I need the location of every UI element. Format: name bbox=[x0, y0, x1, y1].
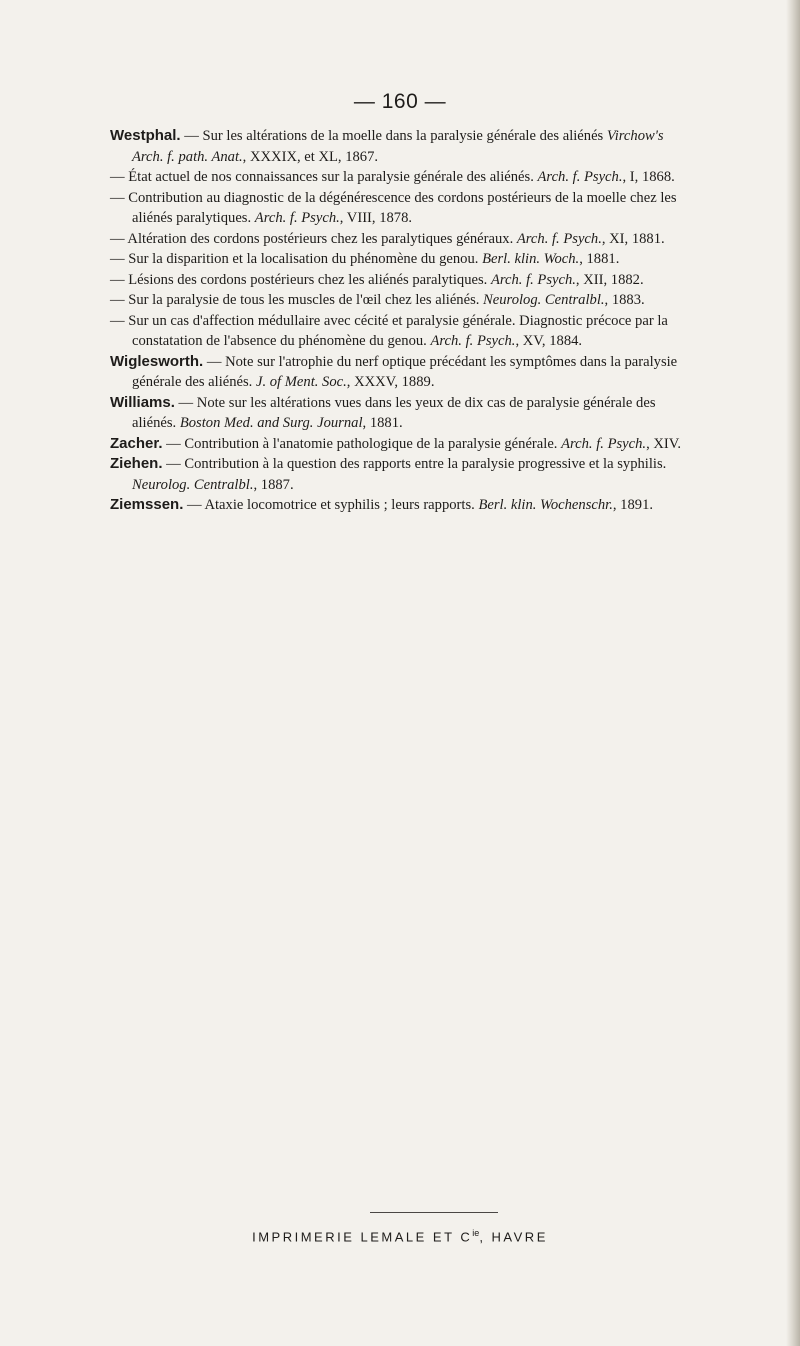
entry-volume-year: , 1887. bbox=[253, 476, 294, 493]
entry-author: Zacher. bbox=[110, 434, 163, 452]
bibliography-entry bbox=[110, 126, 690, 167]
entry-volume-year: , XV, 1884. bbox=[515, 333, 583, 349]
entry-title: — Altération des cordons postérieurs chez les paralytiques généraux. bbox=[110, 230, 517, 247]
entry-source: J. of Ment. Soc. bbox=[255, 374, 347, 390]
page-number: — 160 — bbox=[353, 90, 447, 113]
page-edge bbox=[786, 0, 800, 1346]
entry-volume-year: , VIII, 1878. bbox=[339, 210, 413, 226]
entry-author: Ziemssen. bbox=[110, 496, 184, 513]
entry-title: — Sur la disparition et la localisation du phénomène du genou. bbox=[110, 251, 483, 267]
entry-title: — Sur les altérations de la moelle dans la paralysie générale des aliénés bbox=[180, 128, 607, 144]
entry-title: — Contribution au diagnostic de la dégénérescence des cordons postérieurs de la moelle chez les aliénés paralytiques. bbox=[110, 189, 677, 226]
entry-source: Arch. f. Psych. bbox=[561, 435, 647, 452]
entry-source: Neurolog. Centralbl. bbox=[132, 476, 254, 493]
entry-source: Virchow's Arch. f. path. Anat. bbox=[132, 128, 664, 165]
entry-author: Wiglesworth. bbox=[110, 352, 204, 370]
bibliography-entry bbox=[110, 434, 690, 455]
entry-source: Berl. klin. Woch. bbox=[482, 251, 580, 267]
entry-title: — Sur un cas d'affection médullaire avec cécité et paralysie générale. Diagnostic précoce par la constatation de l'absence du phénomène du genou. bbox=[110, 312, 668, 349]
entry-volume-year: , 1883. bbox=[604, 292, 645, 308]
entry-title: — Ataxie locomotrice et syphilis ; leurs rapports. bbox=[183, 497, 479, 513]
entry-author: Westphal. bbox=[110, 127, 181, 144]
entry-source: Arch. f. Psych. bbox=[537, 169, 623, 185]
entry-title: — État actuel de nos connaissances sur la paralysie générale des aliénés. bbox=[110, 169, 538, 185]
entry-title: — Contribution à l'anatomie pathologique de la paralysie générale. bbox=[162, 435, 562, 452]
printer-suffix: ie bbox=[472, 1228, 480, 1238]
bibliography-entry bbox=[110, 249, 690, 270]
entry-volume-year: , XXXV, 1889. bbox=[346, 374, 435, 390]
bibliography-entry bbox=[110, 229, 690, 250]
printer-name: IMPRIMERIE LEMALE ET C bbox=[252, 1229, 473, 1245]
entry-title: — Sur la paralysie de tous les muscles de l'œil chez les aliénés. bbox=[110, 292, 484, 308]
entry-volume-year: , XXXIX, et XL, 1867. bbox=[242, 148, 379, 165]
entry-title: — Note sur les altérations vues dans les yeux de dix cas de paralysie générale des aliénés. bbox=[132, 394, 656, 431]
entry-volume-year: , XI, 1881. bbox=[601, 230, 665, 247]
entry-source: Neurolog. Centralbl. bbox=[483, 292, 605, 308]
entry-author: Williams. bbox=[110, 393, 175, 411]
bibliography-list bbox=[110, 126, 690, 516]
entry-volume-year: , 1891. bbox=[612, 497, 654, 513]
entry-source: Arch. f. Psych. bbox=[516, 230, 602, 247]
bibliography-entry bbox=[110, 270, 690, 291]
entry-title: — Note sur l'atrophie du nerf optique précédant les symptômes dans la paralysie générale des aliénés. bbox=[132, 353, 678, 390]
entry-source: Berl. klin. Wochenschr. bbox=[478, 497, 613, 513]
entry-source: Boston Med. and Surg. Journal bbox=[179, 415, 363, 431]
printer-city: , HAVRE bbox=[479, 1229, 548, 1245]
entry-volume-year: , XIV. bbox=[646, 435, 682, 452]
entry-source: Arch. f. Psych. bbox=[254, 210, 340, 226]
entry-volume-year: , 1881. bbox=[362, 415, 403, 431]
entry-author: Ziehen. bbox=[110, 455, 163, 472]
bibliography-entry bbox=[110, 311, 690, 352]
printer-imprint bbox=[0, 1228, 800, 1244]
entry-source: Arch. f. Psych. bbox=[430, 333, 516, 349]
bibliography-entry bbox=[110, 393, 690, 434]
entry-volume-year: , XII, 1882. bbox=[575, 271, 644, 288]
bibliography-entry bbox=[110, 167, 690, 188]
bibliography-entry bbox=[110, 352, 690, 393]
bibliography-entry bbox=[110, 454, 690, 495]
entry-volume-year: , I, 1868. bbox=[622, 169, 675, 185]
footer-rule bbox=[370, 1212, 498, 1213]
entry-volume-year: , 1881. bbox=[579, 251, 620, 267]
entry-title: — Contribution à la question des rapports entre la paralysie progressive et la syphilis. bbox=[162, 456, 667, 472]
bibliography-entry bbox=[110, 290, 690, 311]
entry-title: — Lésions des cordons postérieurs chez les aliénés paralytiques. bbox=[110, 271, 491, 288]
entry-source: Arch. f. Psych. bbox=[490, 271, 576, 288]
bibliography-entry bbox=[110, 495, 690, 516]
bibliography-entry bbox=[110, 188, 690, 229]
